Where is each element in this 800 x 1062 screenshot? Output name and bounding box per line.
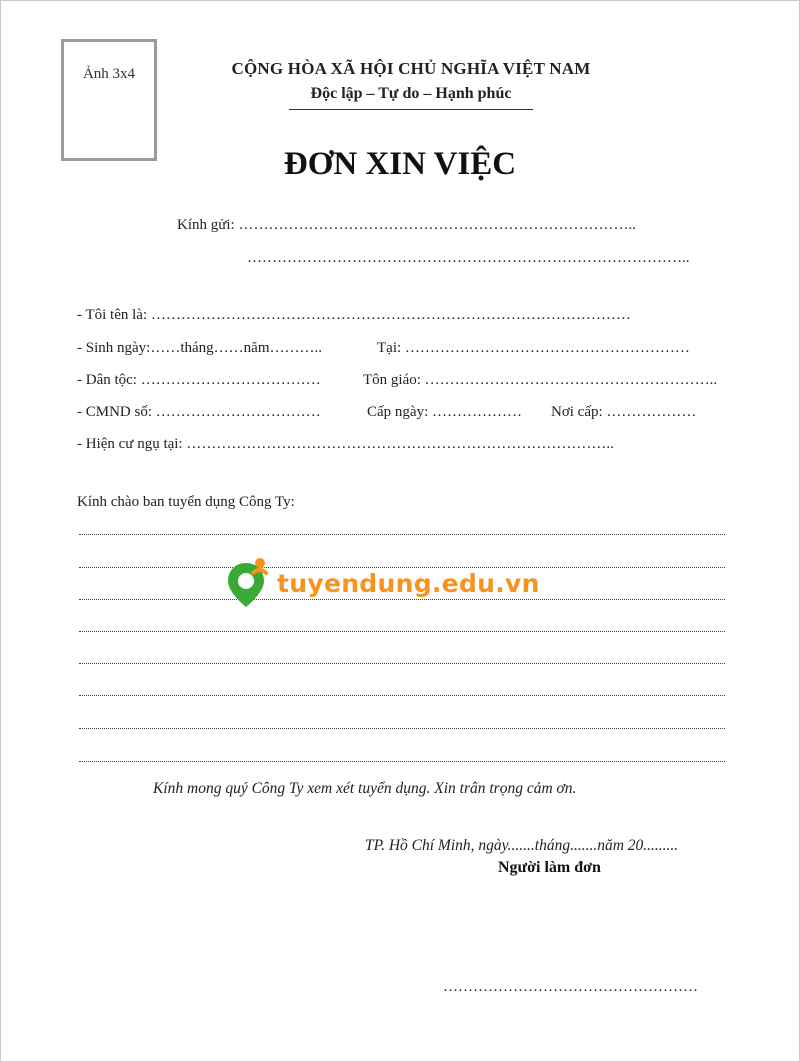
birth-place-field: Tại: ………………………………………………… [377, 340, 690, 356]
ethnicity-field: - Dân tộc: ……………………………… [77, 372, 321, 388]
recipient-line-continued: …………………………………………………………………………….. [247, 250, 690, 266]
watermark-logo [226, 557, 540, 609]
issue-place-field: Nơi cấp: ……………… [551, 404, 697, 420]
body-dotted-line [79, 728, 725, 729]
country-name: CỘNG HÒA XÃ HỘI CHỦ NGHĨA VIỆT NAM [231, 59, 591, 78]
photo-label: Ảnh 3x4 [82, 66, 136, 82]
body-dotted-line [79, 695, 725, 696]
body-dotted-line [79, 663, 725, 664]
watermark-text: tuyendung.edu.vn [277, 568, 540, 598]
motto-underline [289, 109, 533, 110]
birth-date-field: - Sinh ngày:……tháng……năm……….. [77, 340, 322, 356]
national-header [171, 59, 651, 110]
id-number-field: - CMND số: …………………………… [77, 404, 321, 420]
photo-placeholder [61, 39, 157, 161]
body-dotted-line [79, 534, 725, 535]
signature-line: …………………………………………… [443, 979, 698, 995]
recipient-line: Kính gửi: …………………………………………………………………….. [177, 217, 636, 233]
location-pin-icon [226, 557, 274, 609]
document-title: ĐƠN XIN VIỆC [283, 146, 517, 182]
greeting-line: Kính chào ban tuyển dụng Công Ty: [77, 494, 295, 510]
address-field: - Hiện cư ngụ tại: ………………………………………………………………………….. [77, 436, 614, 452]
signer-label: Người làm đơn [498, 859, 601, 876]
body-dotted-line [79, 631, 725, 632]
national-motto: Độc lập – Tự do – Hạnh phúc [310, 85, 512, 102]
place-date-line: TP. Hồ Chí Minh, ngày.......tháng.......năm 20......... [365, 837, 679, 854]
issue-date-field: Cấp ngày: ……………… [367, 404, 522, 420]
closing-line: Kính mong quý Công Ty xem xét tuyển dụng. Xin trân trọng cảm ơn. [153, 780, 577, 797]
full-name-field: - Tôi tên là: …………………………………………………………………………………… [77, 307, 631, 323]
religion-field: Tôn giáo: ………………………………………………….. [363, 372, 718, 388]
body-dotted-line [79, 761, 725, 762]
